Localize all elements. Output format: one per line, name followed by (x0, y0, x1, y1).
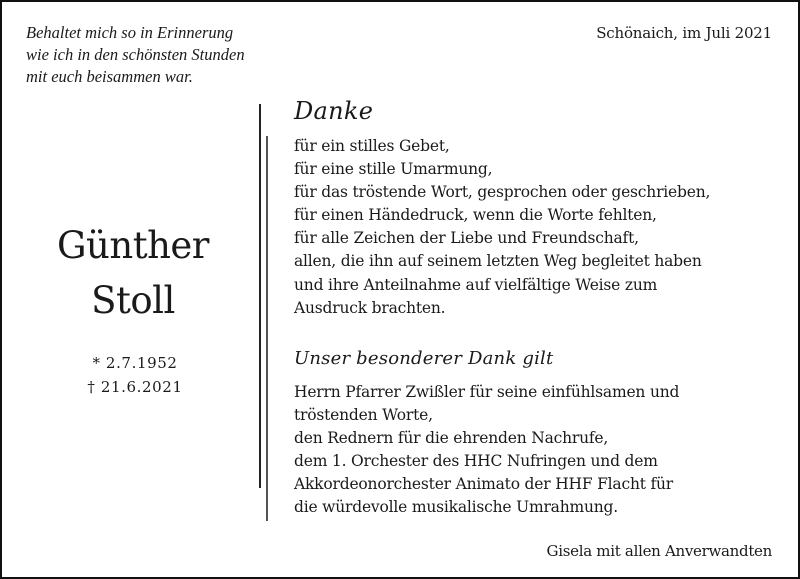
special-thanks-line: Herrn Pfarrer Zwißler für seine einfühlsamen und (294, 383, 680, 401)
thanks-line: allen, die ihn auf seinem letzten Weg begleitet haben (294, 252, 702, 271)
motto-line: Behaltet mich so in Erinnerung (26, 23, 234, 42)
birth-date: * 2.7.1952 (92, 354, 178, 372)
deceased-first-name: Günther (57, 224, 209, 267)
divider-line-right (266, 136, 268, 521)
special-thanks-line: Akkordeonorchester Animato der HHF Flacht für (294, 475, 674, 494)
special-thanks-heading: Unser besonderer Dank gilt (294, 348, 554, 369)
thanks-line: Ausdruck brachten. (294, 298, 446, 317)
thanks-line: für alle Zeichen der Liebe und Freundschaft, (294, 229, 639, 248)
thanks-line: für ein stilles Gebet, (294, 137, 450, 155)
place-date: Schönaich, im Juli 2021 (596, 24, 772, 42)
special-thanks-line: tröstenden Worte, (294, 406, 433, 425)
life-dates (2, 351, 268, 399)
thanks-line: für das tröstende Wort, gesprochen oder geschrieben, (294, 183, 711, 202)
special-thanks-line: die würdevolle musikalische Umrahmung. (294, 498, 619, 517)
thanks-text (294, 135, 710, 320)
special-thanks-line: den Rednern für die ehrenden Nachrufe, (294, 429, 609, 448)
special-thanks-text (294, 381, 679, 520)
thanks-heading: Danke (294, 97, 374, 125)
memorial-motto (26, 22, 245, 88)
motto-line: wie ich in den schönsten Stunden (26, 45, 245, 64)
thanks-line: für eine stille Umarmung, (294, 160, 493, 179)
death-date: † 21.6.2021 (87, 378, 183, 396)
signature: Gisela mit allen Anverwandten (546, 542, 772, 560)
thanks-line: und ihre Anteilnahme auf vielfältige Weise zum (294, 275, 658, 294)
thanks-line: für einen Händedruck, wenn die Worte fehlten, (294, 206, 657, 225)
special-thanks-line: dem 1. Orchester des HHC Nufringen und dem (294, 452, 658, 471)
deceased-last-name: Stoll (91, 279, 175, 322)
motto-line: mit euch beisammen war. (26, 67, 193, 86)
divider-line-left (259, 104, 261, 488)
